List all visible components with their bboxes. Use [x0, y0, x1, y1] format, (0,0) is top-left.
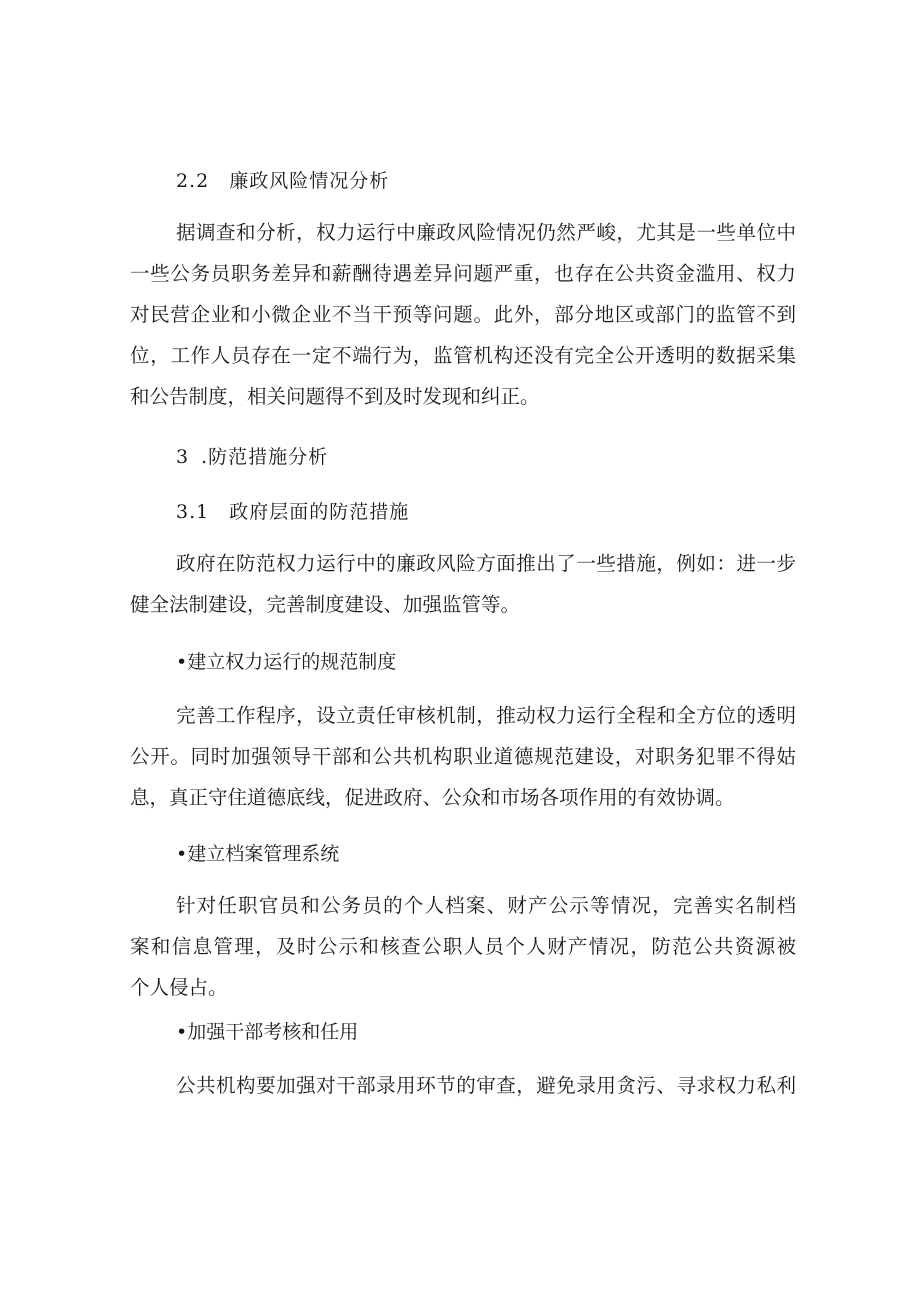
section-title: 廉政风险情况分析 [229, 170, 390, 192]
paragraph-line: 健全法制建设，完善制度建设、加强监管等。 [130, 593, 521, 616]
bullet-item-regulation-system: •建立权力运行的规范制度 [176, 651, 397, 673]
bullet-item-cadre-assessment: •加强干部考核和任用 [176, 1021, 359, 1043]
paragraph-government-measures [130, 543, 796, 625]
paragraph-regulation-system [130, 695, 796, 818]
section-number: 3 [176, 446, 190, 468]
paragraph-line: 对民营企业和小微企业不当干预等问题。此外，部分地区或部门的监管不到 [130, 303, 796, 326]
paragraph-line: 息，真正守住道德底线，促进政府、公众和市场各项作用的有效协调。 [130, 786, 735, 809]
paragraph-archive-system [130, 885, 796, 1008]
section-title: 政府层面的防范措施 [229, 501, 410, 523]
paragraph-line: 个人侵占。 [130, 976, 228, 999]
paragraph-line: 和公告制度，相关问题得不到及时发现和纠正。 [130, 385, 540, 408]
bullet-item-archive-system: •建立档案管理系统 [176, 843, 340, 865]
paragraph-line: 政府在防范权力运行中的廉政风险方面推出了一些措施，例如：进一步 [176, 552, 796, 575]
section-number: 3.1 [176, 501, 210, 523]
paragraph-line: 位，工作人员存在一定不端行为，监管机构还没有完全公开透明的数据采集 [130, 344, 796, 367]
paragraph-line: 一些公务员职务差异和薪酬待遇差异问题严重，也存在公共资金滥用、权力 [130, 262, 796, 285]
paragraph-line: 完善工作程序，设立责任审核机制，推动权力运行全程和全方位的透明 [176, 704, 796, 727]
paragraph-line: 据调查和分析，权力运行中廉政风险情况仍然严峻，尤其是一些单位中 [176, 221, 796, 244]
paragraph-cadre-assessment [130, 1065, 796, 1106]
paragraph-line: 公共机构要加强对干部录用环节的审查，避免录用贪污、寻求权力私利 [176, 1074, 796, 1097]
paragraph-line: 公开。同时加强领导干部和公共机构职业道德规范建设，对职务犯罪不得姑 [130, 745, 796, 768]
section-heading-2-2 [176, 166, 389, 193]
paragraph-line: 针对任职官员和公务员的个人档案、财产公示等情况，完善实名制档 [176, 894, 796, 917]
section-title: .防范措施分析 [201, 446, 329, 468]
paragraph-line: 案和信息管理，及时公示和核查公职人员个人财产情况，防范公共资源被 [130, 935, 796, 958]
section-heading-3 [176, 442, 328, 469]
section-heading-3-1 [176, 497, 409, 524]
paragraph-risk-analysis [130, 212, 796, 417]
section-number: 2.2 [176, 170, 210, 192]
